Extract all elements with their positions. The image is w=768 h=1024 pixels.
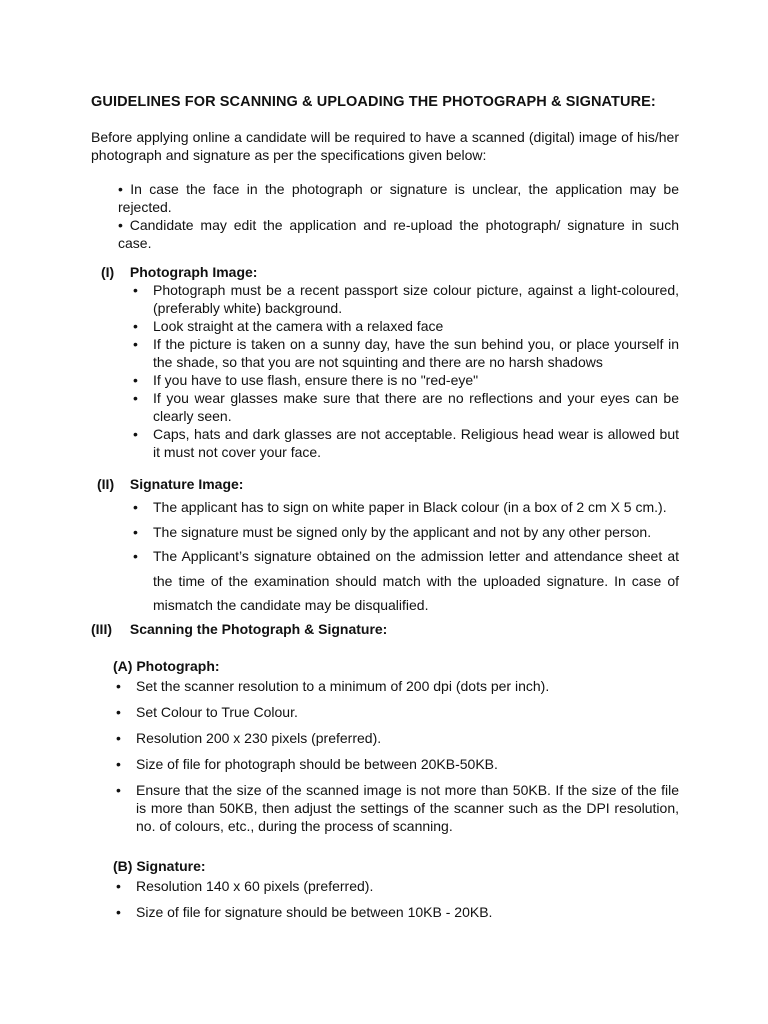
intro-paragraph: Before applying online a candidate will be required to have a scanned (digital) image of his/her photograph and signature as per the specifications given below: [91, 129, 679, 163]
list-item: • Look straight at the camera with a relaxed face [133, 318, 444, 334]
notes-block [118, 180, 679, 252]
bullet-icon: • [133, 336, 138, 352]
bullet-icon: • [116, 704, 121, 720]
subheading-photograph: (A) Photograph: [113, 658, 220, 674]
list-item: • If you wear glasses make sure that there are no reflections and your eyes can be clearly seen. [133, 390, 679, 424]
subheading-signature: (B) Signature: [113, 858, 206, 874]
bullet-icon: • [116, 730, 121, 746]
list-item: • Resolution 200 x 230 pixels (preferred). [116, 730, 382, 746]
list-item: • Resolution 140 x 60 pixels (preferred). [116, 878, 374, 894]
section-heading-scanning [91, 620, 387, 638]
bullet-icon: • [133, 499, 138, 515]
list-item: • If the picture is taken on a sunny day, have the sun behind you, or place yourself in the shade, so that you are not squinting and there are no harsh shadows [133, 336, 679, 370]
list-item: • Size of file for signature should be between 10KB - 20KB. [116, 904, 493, 920]
photograph-image-list [133, 281, 679, 461]
section-heading-photograph-image [101, 263, 257, 281]
bullet-icon: • [133, 523, 138, 540]
scanning-signature-list [116, 877, 679, 929]
signature-image-list [133, 495, 679, 618]
bullet-icon: • [133, 372, 138, 388]
bullet-icon: • [133, 318, 138, 334]
list-item: • If you have to use flash, ensure there is no "red-eye" [133, 372, 479, 388]
section-number: (I) [101, 264, 115, 280]
list-item: • Ensure that the size of the scanned image is not more than 50KB. If the size of the file is more than 50KB, then adjust the settings of the scanner such as the DPI resolution, no. of colours, etc., during the process of scanning. [116, 782, 679, 834]
scanning-photograph-list [116, 677, 679, 843]
list-item: • Caps, hats and dark glasses are not acceptable. Religious head wear is allowed but it must not cover your face. [133, 426, 679, 460]
section-heading-signature-image [97, 475, 243, 493]
bullet-icon: • [133, 548, 138, 564]
note-item: • In case the face in the photograph or signature is unclear, the application may be rejected. [118, 181, 679, 215]
section-title: Signature Image: [129, 476, 244, 492]
bullet-icon: • [116, 678, 121, 694]
list-item: • Size of file for photograph should be between 20KB-50KB. [116, 756, 498, 772]
section-title: Scanning the Photograph & Signature: [129, 621, 388, 637]
note-item: • Candidate may edit the application and re-upload the photograph/ signature in such case. [118, 217, 679, 251]
bullet-icon: • [133, 390, 138, 406]
list-item: • The applicant has to sign on white paper in Black colour (in a box of 2 cm X 5 cm.). [153, 495, 679, 520]
list-item: • Set the scanner resolution to a minimum of 200 dpi (dots per inch). [116, 678, 550, 694]
bullet-icon: • [133, 282, 138, 298]
bullet-icon: • [116, 904, 121, 920]
section-title: Photograph Image: [129, 264, 258, 280]
document-title: GUIDELINES FOR SCANNING & UPLOADING THE PHOTOGRAPH & SIGNATURE: [91, 94, 656, 110]
section-number: (II) [97, 476, 115, 492]
list-item: • The signature must be signed only by the applicant and not by any other person. [153, 520, 679, 545]
bullet-icon: • [116, 878, 121, 894]
bullet-icon: • [116, 782, 121, 798]
list-item: • Photograph must be a recent passport size colour picture, against a light-coloured, (preferably white) background. [133, 282, 679, 316]
list-item: • The Applicant’s signature obtained on the admission letter and attendance sheet at the time of the examination should match with the uploaded signature. In case of mismatch the candidate may be disqualified. [153, 544, 679, 618]
bullet-icon: • [133, 426, 138, 442]
list-item: • Set Colour to True Colour. [116, 704, 298, 720]
bullet-icon: • [116, 756, 121, 772]
section-number: (III) [91, 621, 112, 637]
